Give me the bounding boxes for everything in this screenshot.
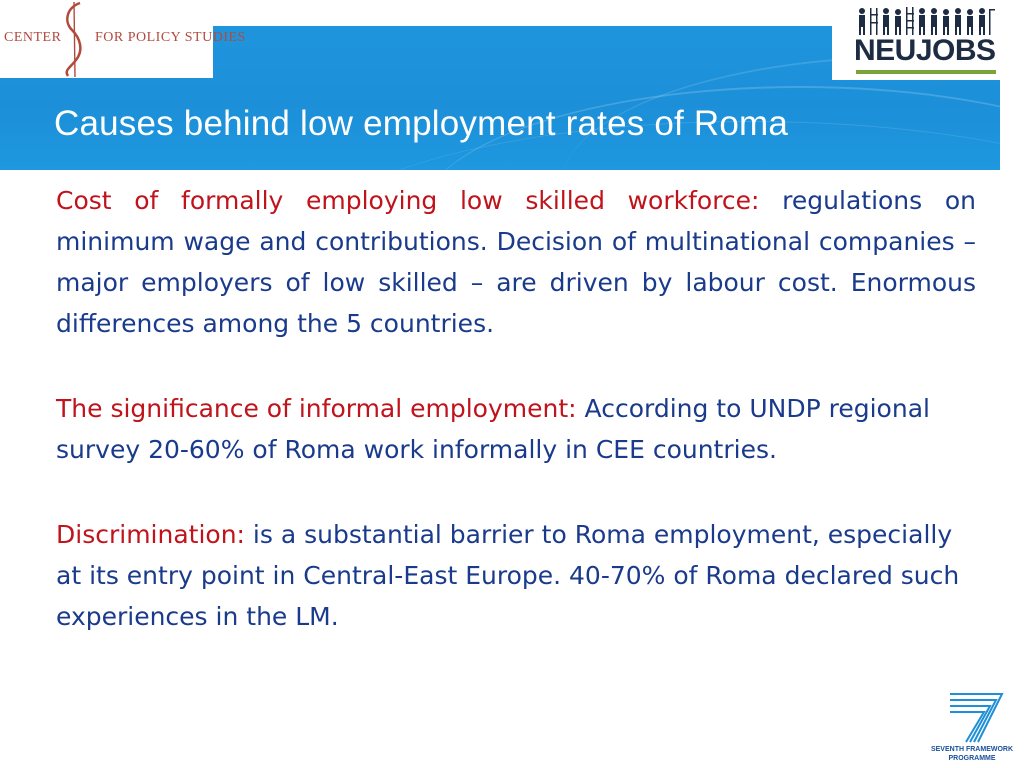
paragraph-term: Discrimination:: [56, 520, 245, 549]
seventh-framework-programme-logo: [920, 688, 1024, 768]
paragraph-text: regulations on minimum wage and contributions. Decision of multinational companies – major employers of low skilled – are driven by labour cost. Enormous differences among the 5 countries.: [56, 186, 976, 338]
neujobs-wordmark: NEUJOBS: [854, 34, 996, 67]
slide-body: [56, 180, 976, 637]
fp7-caption: [920, 745, 1024, 763]
paragraph-spacer: [56, 344, 976, 388]
cps-logo-right-text: FOR POLICY STUDIES: [95, 30, 246, 45]
paragraph-text: is a substantial barrier to Roma employment, especially at its entry point in Central-East Europe. 40-70% of Roma declared such experiences in the LM.: [56, 520, 960, 631]
workers-silhouettes-icon: [856, 6, 996, 36]
fp7-caption-line: PROGRAMME: [948, 755, 996, 762]
fp7-caption-line: SEVENTH FRAMEWORK: [930, 746, 1014, 753]
paragraph-text: According to UNDP regional survey 20-60% of Roma work informally in CEE countries.: [56, 394, 930, 464]
neujobs-logo: [832, 0, 1024, 80]
center-for-policy-studies-logo: [0, 0, 246, 78]
paragraph-spacer: [56, 470, 976, 514]
slide-title: Causes behind low employment rates of Roma: [54, 104, 789, 143]
paragraph-term: Cost of formally employing low skilled workforce:: [56, 186, 760, 215]
paragraph-discrimination: [56, 514, 976, 637]
paragraph-cost: [56, 180, 976, 344]
cps-logo-left-text: CENTER: [4, 30, 62, 45]
fp7-seven-icon: [920, 688, 1024, 746]
paragraph-informal-employment: [56, 388, 976, 470]
neujobs-tagline-bar: [856, 70, 996, 74]
paragraph-term: The significance of informal employment:: [56, 394, 577, 423]
